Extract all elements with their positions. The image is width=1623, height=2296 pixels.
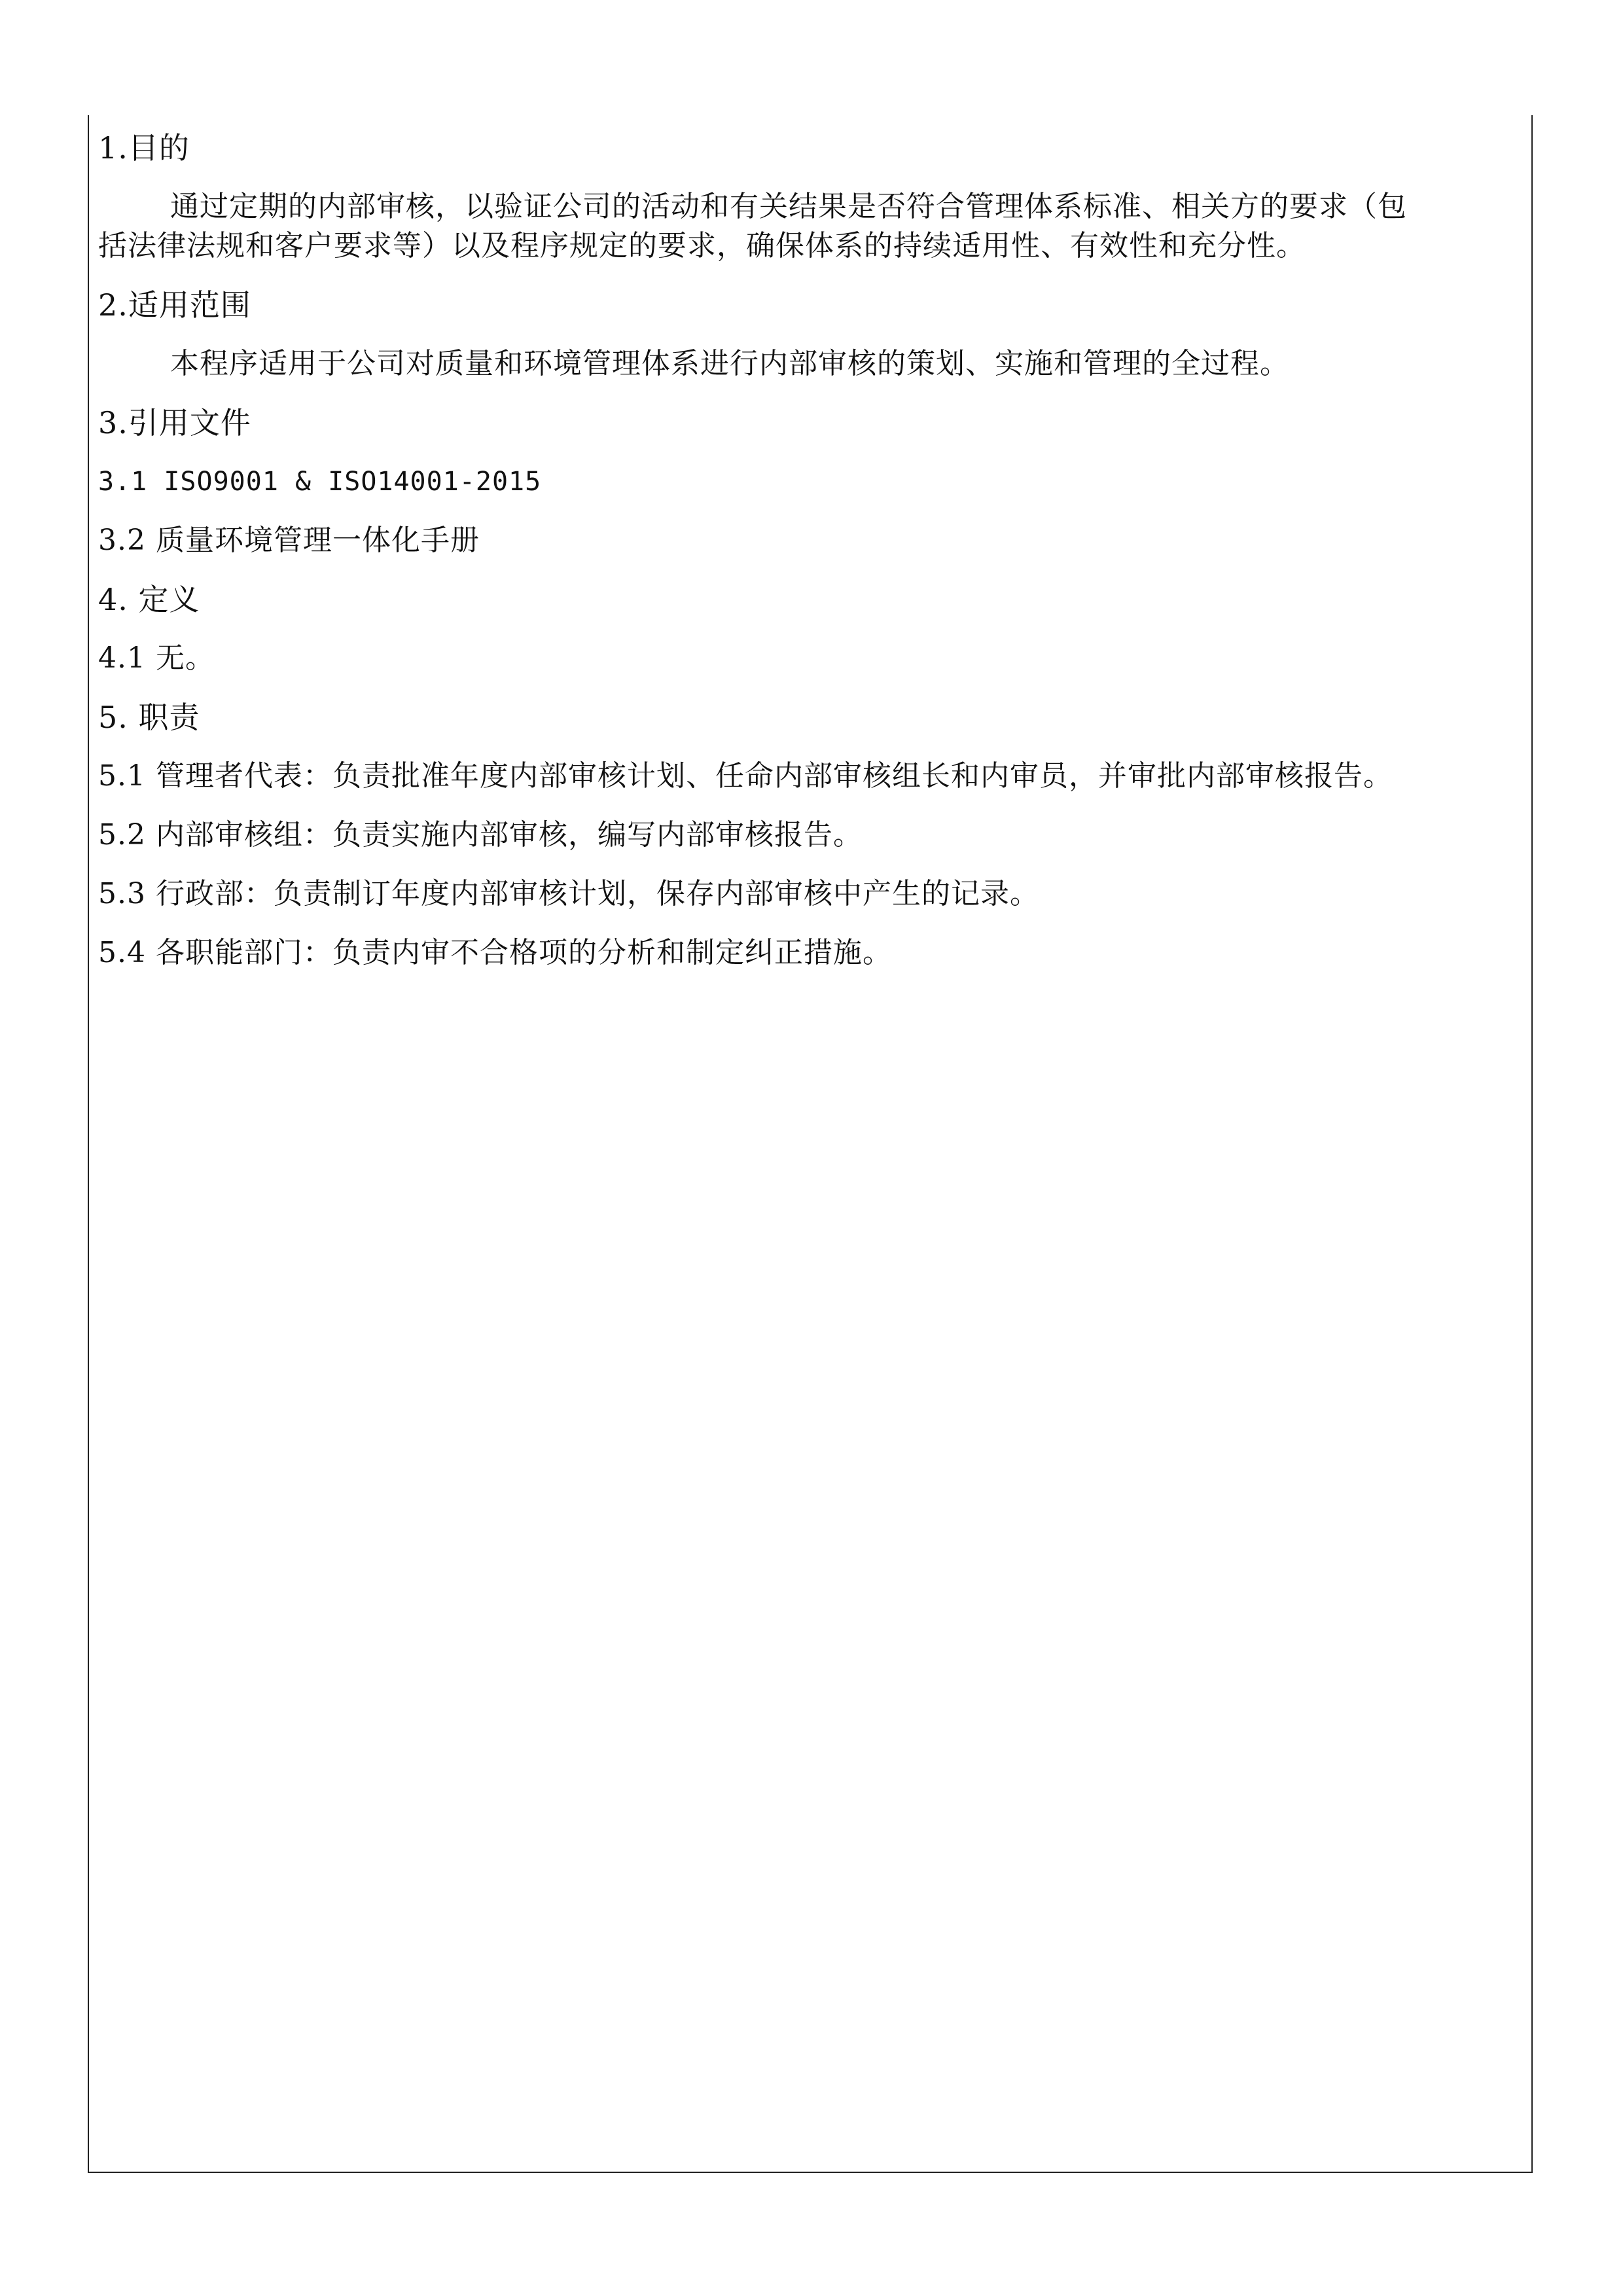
scope-paragraph: 本程序适用于公司对质量和环境管理体系进行内部审核的策划、实施和管理的全过程。 xyxy=(170,347,1289,380)
responsibility-item: 5.4 各职能部门：负责内审不合格项的分析和制定纠正措施。 xyxy=(98,936,892,969)
responsibility-item: 5.3 行政部：负责制订年度内部审核计划，保存内部审核中产生的记录。 xyxy=(98,877,1039,910)
section-heading-definitions: 4. 定义 xyxy=(98,582,200,617)
responsibility-item: 5.2 内部审核组：负责实施内部审核，编写内部审核报告。 xyxy=(98,818,863,852)
purpose-paragraph-line-2: 括法律法规和客户要求等）以及程序规定的要求，确保体系的持续适用性、有效性和充分性。 xyxy=(98,229,1306,262)
section-heading-responsibilities: 5. 职责 xyxy=(98,700,200,735)
definition-item: 4.1 无。 xyxy=(98,641,215,675)
section-heading-purpose: 1.目的 xyxy=(98,130,190,166)
section-heading-references: 3.引用文件 xyxy=(98,405,251,440)
reference-item: 3.2 质量环境管理一体化手册 xyxy=(98,524,480,557)
reference-item: 3.1 ISO9001 & ISO14001-2015 xyxy=(98,467,542,497)
purpose-paragraph-line-1: 通过定期的内部审核，以验证公司的活动和有关结果是否符合管理体系标准、相关方的要求（包 xyxy=(170,190,1407,223)
section-heading-scope: 2.适用范围 xyxy=(98,287,251,323)
responsibility-item: 5.1 管理者代表：负责批准年度内部审核计划、任命内部审核组长和内审员，并审批内部审核报告。 xyxy=(98,759,1393,793)
document-frame xyxy=(88,115,1533,2173)
